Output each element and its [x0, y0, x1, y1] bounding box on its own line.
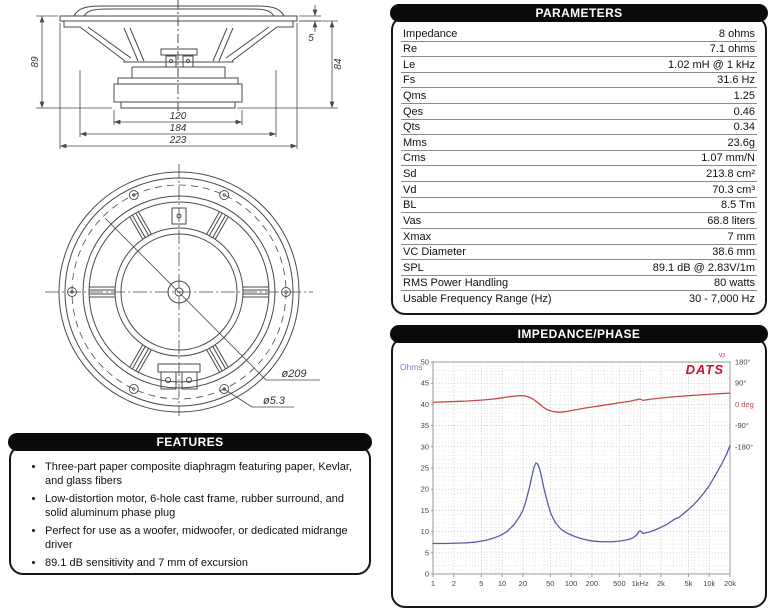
- svg-text:20: 20: [420, 484, 429, 494]
- param-label: Re: [403, 43, 418, 56]
- param-label: VC Diameter: [403, 246, 466, 259]
- param-value: 23.6g: [727, 136, 755, 149]
- svg-text:90°: 90°: [735, 378, 747, 388]
- table-row: [401, 151, 757, 167]
- svg-text:100: 100: [564, 579, 578, 588]
- table-row: [401, 291, 757, 306]
- param-value: 31.6 Hz: [717, 74, 755, 87]
- param-value: 1.02 mH @ 1 kHz: [668, 58, 755, 71]
- table-row: [401, 245, 757, 261]
- table-row: [401, 88, 757, 104]
- svg-text:2k: 2k: [656, 579, 665, 588]
- table-row: [401, 229, 757, 245]
- svg-text:50: 50: [546, 579, 555, 588]
- features-title: FEATURES: [156, 435, 224, 449]
- param-value: 7 mm: [727, 230, 755, 243]
- svg-text:5k: 5k: [684, 579, 693, 588]
- speaker-side-view-drawing: [28, 0, 378, 152]
- parameters-body: [391, 16, 767, 315]
- param-label: RMS Power Handling: [403, 277, 509, 290]
- table-row: [401, 213, 757, 229]
- table-row: [401, 57, 757, 73]
- table-row: [401, 166, 757, 182]
- svg-text:40: 40: [420, 399, 429, 409]
- param-label: SPL: [403, 261, 424, 274]
- param-value: 68.8 liters: [707, 214, 755, 227]
- phase-curve: [433, 393, 730, 412]
- impedance-phase-panel: [390, 325, 768, 608]
- dim-total-height: 89: [30, 56, 41, 68]
- list-item: • Low-distortion motor, 6-hole cast frame, rubber surround, and solid aluminum phase plug: [45, 493, 361, 520]
- param-label: Fs: [403, 74, 416, 87]
- features-panel: [8, 433, 372, 575]
- svg-text:20: 20: [518, 579, 528, 588]
- impedance-phase-chart: [394, 343, 768, 606]
- svg-text:10: 10: [497, 579, 507, 588]
- svg-text:20k: 20k: [723, 579, 737, 588]
- param-label: Usable Frequency Range (Hz): [403, 292, 552, 305]
- param-value: 0.34: [733, 121, 755, 134]
- table-row: [401, 182, 757, 198]
- table-row: [401, 104, 757, 120]
- features-body: [9, 445, 371, 575]
- param-value: 1.07 mm/N: [701, 152, 755, 165]
- features-list: [21, 461, 361, 576]
- svg-text:15: 15: [420, 505, 429, 515]
- param-value: 8.5 Tm: [720, 199, 755, 212]
- table-row: [401, 73, 757, 89]
- svg-text:35: 35: [420, 421, 429, 431]
- svg-text:-180°: -180°: [735, 442, 754, 452]
- svg-text:25: 25: [420, 463, 429, 473]
- svg-text:DATS: DATS: [685, 362, 724, 377]
- parameters-panel: [390, 4, 768, 315]
- svg-text:1kHz: 1kHz: [631, 579, 649, 588]
- parameters-title: PARAMETERS: [535, 6, 623, 20]
- svg-text:30: 30: [420, 442, 429, 452]
- parameters-header: [390, 4, 768, 22]
- param-value: 8 ohms: [718, 27, 755, 40]
- table-row: [401, 135, 757, 151]
- param-label: Impedance: [403, 27, 458, 40]
- param-value: 213.8 cm²: [706, 168, 755, 181]
- dim-overall-width: 223: [169, 135, 187, 146]
- svg-text:0: 0: [424, 569, 429, 579]
- param-value: 70.3 cm³: [712, 183, 755, 196]
- svg-text:5: 5: [479, 579, 484, 588]
- param-label: Vas: [403, 214, 422, 227]
- table-row: [401, 260, 757, 276]
- impedance-phase-body: [391, 337, 767, 608]
- impedance-curve: [433, 446, 730, 544]
- param-label: BL: [403, 199, 417, 212]
- parameters-table: [401, 26, 757, 306]
- speaker-front-view-drawing: [28, 158, 368, 420]
- param-label: Le: [403, 58, 416, 71]
- svg-text:1: 1: [430, 579, 436, 588]
- dim-basket-width: 184: [169, 123, 187, 134]
- dim-flange-thickness: 5: [308, 33, 314, 44]
- param-value: 30 - 7,000 Hz: [688, 292, 755, 305]
- dim-screw-hole-diameter: ø5.3: [262, 395, 286, 407]
- svg-text:10: 10: [420, 527, 429, 537]
- impedance-phase-header: [390, 325, 768, 343]
- impedance-phase-title: IMPEDANCE/PHASE: [517, 327, 641, 341]
- param-label: Vd: [403, 183, 417, 196]
- param-value: 0.46: [733, 105, 755, 118]
- svg-text:5: 5: [424, 548, 429, 558]
- svg-text:-90°: -90°: [735, 421, 749, 431]
- dim-cutout-diameter: ø209: [281, 368, 307, 380]
- param-label: Qms: [403, 90, 427, 103]
- table-row: [401, 26, 757, 42]
- param-value: 80 watts: [714, 277, 755, 290]
- table-row: [401, 198, 757, 214]
- table-row: [401, 120, 757, 136]
- list-item: • 89.1 dB sensitivity and 7 mm of excursion: [45, 557, 361, 571]
- param-label: Mms: [403, 136, 427, 149]
- param-label: Qes: [403, 105, 424, 118]
- svg-text:50: 50: [420, 357, 429, 367]
- table-row: [401, 276, 757, 292]
- svg-text:45: 45: [420, 378, 429, 388]
- svg-text:10k: 10k: [703, 579, 716, 588]
- svg-text:500: 500: [613, 579, 626, 588]
- dim-mounting-depth: 84: [333, 58, 344, 70]
- svg-text:200: 200: [585, 579, 599, 588]
- param-value: 38.6 mm: [712, 246, 755, 259]
- table-row: [401, 42, 757, 58]
- param-label: Cms: [403, 152, 426, 165]
- param-label: Xmax: [403, 230, 432, 243]
- param-label: Sd: [403, 168, 417, 181]
- list-item: • Three-part paper composite diaphragm featuring paper, Kevlar, and glass fibers: [45, 461, 361, 488]
- svg-text:Ohms: Ohms: [400, 362, 423, 372]
- list-item: • Perfect for use as a woofer, midwoofer, or dedicated midrange driver: [45, 525, 361, 552]
- param-label: Qts: [403, 121, 421, 134]
- param-value: 89.1 dB @ 2.83V/1m: [652, 261, 755, 274]
- svg-text:2: 2: [451, 579, 456, 588]
- features-header: [8, 433, 372, 451]
- svg-text:180°: 180°: [735, 357, 751, 367]
- param-value: 1.25: [733, 90, 755, 103]
- surround-outline: [74, 6, 284, 16]
- svg-text:V3: V3: [718, 353, 725, 359]
- svg-text:0 deg: 0 deg: [735, 399, 754, 409]
- param-value: 7.1 ohms: [709, 43, 755, 56]
- dim-magnet-width: 120: [169, 111, 187, 122]
